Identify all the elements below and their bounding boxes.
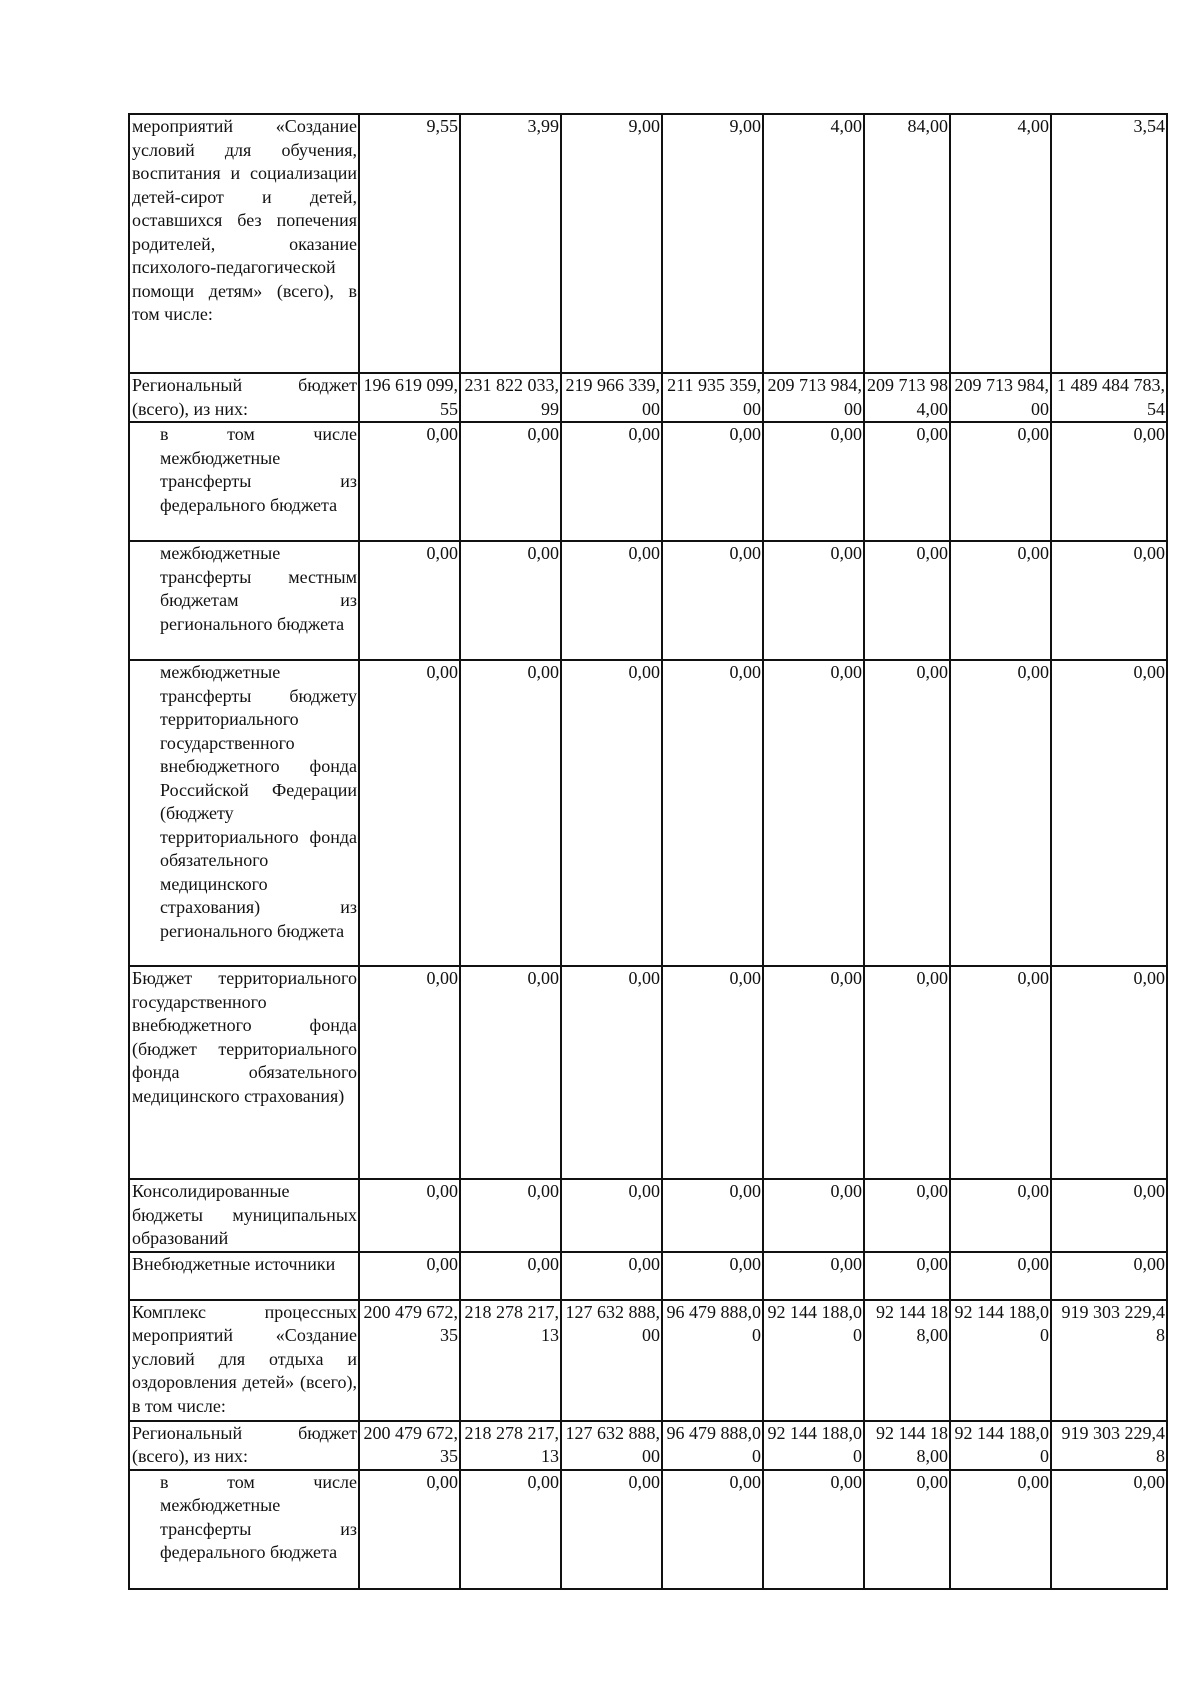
value-cell: 96 479 888,00 [662, 1300, 763, 1421]
value-cell: 919 303 229,48 [1051, 1421, 1167, 1470]
table-body [129, 114, 1167, 1589]
value-cell: 0,00 [950, 422, 1051, 541]
value-cell: 0,00 [950, 541, 1051, 660]
value-cell: 9,55 [359, 114, 460, 373]
table-row [129, 1179, 1167, 1252]
value-cell: 0,00 [763, 1470, 864, 1589]
value-cell: 0,00 [460, 422, 561, 541]
value-cell: 0,00 [763, 1252, 864, 1300]
row-label: в том числе межбюджетные трансферты из федерального бюджета [129, 1470, 359, 1589]
table-row [129, 541, 1167, 660]
table-row [129, 966, 1167, 1179]
value-cell: 0,00 [662, 1252, 763, 1300]
value-cell: 92 144 188,00 [864, 1421, 950, 1470]
value-cell: 209 713 984,00 [763, 373, 864, 422]
value-cell: 0,00 [763, 1179, 864, 1252]
row-label: Внебюджетные источники [129, 1252, 359, 1300]
row-label: Консолидированные бюджеты муниципальных образований [129, 1179, 359, 1252]
value-cell: 0,00 [950, 660, 1051, 966]
value-cell: 0,00 [460, 966, 561, 1179]
value-cell: 3,99 [460, 114, 561, 373]
value-cell: 218 278 217,13 [460, 1421, 561, 1470]
value-cell: 0,00 [662, 1179, 763, 1252]
value-cell: 0,00 [864, 660, 950, 966]
value-cell: 92 144 188,00 [950, 1421, 1051, 1470]
value-cell: 0,00 [359, 1179, 460, 1252]
value-cell: 0,00 [1051, 966, 1167, 1179]
value-cell: 0,00 [561, 966, 662, 1179]
value-cell: 0,00 [662, 1470, 763, 1589]
value-cell: 0,00 [359, 966, 460, 1179]
value-cell: 127 632 888,00 [561, 1300, 662, 1421]
table-row [129, 1300, 1167, 1421]
row-label: Региональный бюджет (всего), из них: [129, 1421, 359, 1470]
value-cell: 9,00 [662, 114, 763, 373]
value-cell: 4,00 [763, 114, 864, 373]
value-cell: 96 479 888,00 [662, 1421, 763, 1470]
value-cell: 209 713 984,00 [864, 373, 950, 422]
value-cell: 0,00 [561, 660, 662, 966]
value-cell: 3,54 [1051, 114, 1167, 373]
row-label: межбюджетные трансферты бюджету территориального государственного внебюджетного фонда Российской Федерации (бюджету территориального фонда обязательного медицинского страхования) из регионального бюджета [129, 660, 359, 966]
value-cell: 0,00 [950, 1470, 1051, 1589]
value-cell: 0,00 [359, 422, 460, 541]
value-cell: 0,00 [662, 422, 763, 541]
value-cell: 219 966 339,00 [561, 373, 662, 422]
value-cell: 0,00 [460, 1252, 561, 1300]
value-cell: 0,00 [359, 1470, 460, 1589]
value-cell: 0,00 [359, 1252, 460, 1300]
row-label: межбюджетные трансферты местным бюджетам из регионального бюджета [129, 541, 359, 660]
value-cell: 0,00 [460, 1470, 561, 1589]
value-cell: 919 303 229,48 [1051, 1300, 1167, 1421]
value-cell: 0,00 [662, 541, 763, 660]
value-cell: 0,00 [1051, 541, 1167, 660]
value-cell: 0,00 [1051, 1252, 1167, 1300]
value-cell: 0,00 [1051, 660, 1167, 966]
value-cell: 0,00 [864, 422, 950, 541]
value-cell: 0,00 [763, 966, 864, 1179]
value-cell: 0,00 [950, 1252, 1051, 1300]
value-cell: 218 278 217,13 [460, 1300, 561, 1421]
value-cell: 211 935 359,00 [662, 373, 763, 422]
table-row [129, 114, 1167, 373]
table-row [129, 1421, 1167, 1470]
value-cell: 0,00 [864, 966, 950, 1179]
value-cell: 0,00 [1051, 1470, 1167, 1589]
value-cell: 0,00 [662, 966, 763, 1179]
value-cell: 92 144 188,00 [864, 1300, 950, 1421]
value-cell: 200 479 672,35 [359, 1421, 460, 1470]
value-cell: 0,00 [561, 541, 662, 660]
budget-table [128, 113, 1168, 1590]
value-cell: 0,00 [460, 541, 561, 660]
table-row [129, 660, 1167, 966]
value-cell: 1 489 484 783,54 [1051, 373, 1167, 422]
table-row [129, 1470, 1167, 1589]
value-cell: 0,00 [359, 660, 460, 966]
value-cell: 0,00 [662, 660, 763, 966]
value-cell: 0,00 [864, 541, 950, 660]
row-label: Бюджет территориального государственного внебюджетного фонда (бюджет территориального фонда обязательного медицинского страхования) [129, 966, 359, 1179]
value-cell: 0,00 [561, 1252, 662, 1300]
value-cell: 231 822 033,99 [460, 373, 561, 422]
row-label: в том числе межбюджетные трансферты из федерального бюджета [129, 422, 359, 541]
value-cell: 0,00 [763, 660, 864, 966]
value-cell: 200 479 672,35 [359, 1300, 460, 1421]
value-cell: 4,00 [950, 114, 1051, 373]
value-cell: 0,00 [763, 541, 864, 660]
value-cell: 0,00 [950, 966, 1051, 1179]
value-cell: 0,00 [460, 1179, 561, 1252]
value-cell: 0,00 [864, 1470, 950, 1589]
value-cell: 9,00 [561, 114, 662, 373]
table-row [129, 422, 1167, 541]
value-cell: 0,00 [763, 422, 864, 541]
value-cell: 0,00 [864, 1252, 950, 1300]
value-cell: 92 144 188,00 [763, 1300, 864, 1421]
value-cell: 0,00 [1051, 422, 1167, 541]
row-label: Комплекс процессных мероприятий «Создание условий для отдыха и оздоровления детей» (всего), в том числе: [129, 1300, 359, 1421]
value-cell: 0,00 [460, 660, 561, 966]
value-cell: 0,00 [561, 1470, 662, 1589]
value-cell: 0,00 [561, 422, 662, 541]
value-cell: 0,00 [1051, 1179, 1167, 1252]
value-cell: 92 144 188,00 [763, 1421, 864, 1470]
value-cell: 127 632 888,00 [561, 1421, 662, 1470]
value-cell: 0,00 [950, 1179, 1051, 1252]
value-cell: 0,00 [359, 541, 460, 660]
value-cell: 209 713 984,00 [950, 373, 1051, 422]
value-cell: 0,00 [864, 1179, 950, 1252]
value-cell: 196 619 099,55 [359, 373, 460, 422]
value-cell: 92 144 188,00 [950, 1300, 1051, 1421]
value-cell: 84,00 [864, 114, 950, 373]
table-row [129, 373, 1167, 422]
row-label: мероприятий «Создание условий для обучения, воспитания и социализации детей-сирот и детей, оставшихся без попечения родителей, оказание психолого-педагогической помощи детям» (всего), в том числе: [129, 114, 359, 373]
row-label: Региональный бюджет (всего), из них: [129, 373, 359, 422]
value-cell: 0,00 [561, 1179, 662, 1252]
table-row [129, 1252, 1167, 1300]
